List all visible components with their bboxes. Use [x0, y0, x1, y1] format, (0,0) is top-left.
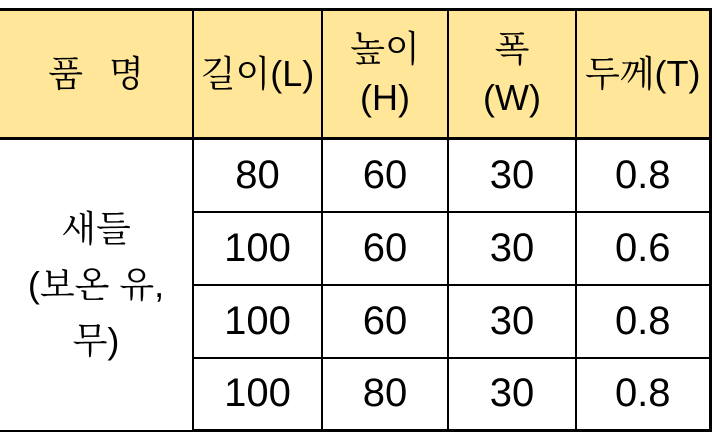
product-label-line3: 무): [72, 319, 120, 361]
cell-width: 30: [448, 358, 576, 431]
product-label-line1: 새들: [61, 208, 131, 250]
header-height: [322, 10, 448, 139]
cell-thickness: 0.8: [576, 358, 710, 431]
cell-length: 100: [193, 358, 322, 431]
cell-height: 60: [322, 139, 448, 212]
cell-thickness: 0.8: [576, 139, 710, 212]
cell-thickness: 0.6: [576, 212, 710, 285]
table-row: [0, 139, 710, 212]
cell-length: 80: [193, 139, 322, 212]
cell-length: 100: [193, 212, 322, 285]
table-header: [0, 10, 710, 139]
product-label-line2: (보온 유,: [27, 263, 165, 305]
cell-height: 60: [322, 212, 448, 285]
header-height-line2: (H): [360, 77, 410, 118]
header-product-name: 품 명: [0, 10, 193, 139]
header-width-line2: (W): [483, 77, 541, 118]
header-width-line1: 폭: [494, 28, 530, 70]
header-row: [0, 10, 710, 139]
header-height-line1: 높이: [350, 28, 420, 70]
cell-width: 30: [448, 139, 576, 212]
cell-length: 100: [193, 285, 322, 358]
cell-height: 60: [322, 285, 448, 358]
cell-width: 30: [448, 212, 576, 285]
cell-thickness: 0.8: [576, 285, 710, 358]
product-label-cell: [0, 139, 193, 431]
cell-height: 80: [322, 358, 448, 431]
header-width: [448, 10, 576, 139]
product-spec-table: [0, 8, 712, 432]
header-thickness: 두께(T): [576, 10, 710, 139]
header-length: 길이(L): [193, 10, 322, 139]
table-body: [0, 139, 710, 431]
cell-width: 30: [448, 285, 576, 358]
